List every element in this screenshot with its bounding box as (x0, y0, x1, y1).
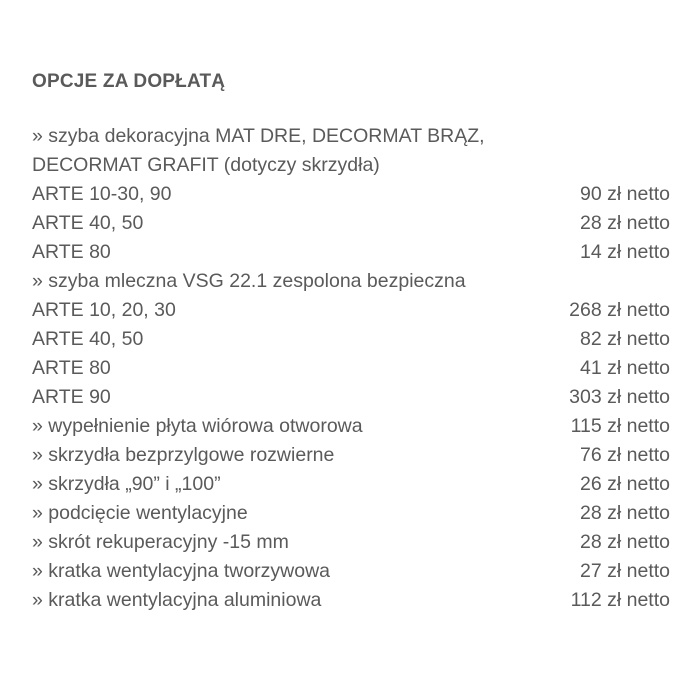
price-list (32, 122, 670, 615)
list-item (32, 383, 670, 412)
item-label: ARTE 90 (32, 386, 111, 408)
item-label: ARTE 80 (32, 241, 111, 263)
item-price: 82 zł netto (580, 328, 670, 350)
item-price: 27 zł netto (580, 560, 670, 582)
list-item (32, 586, 670, 615)
item-label: » szyba dekoracyjna MAT DRE, DECORMAT BRĄZ, DECORMAT GRAFIT (dotyczy skrzydła) (32, 125, 485, 176)
list-item (32, 470, 670, 499)
item-price: 28 zł netto (580, 502, 670, 524)
item-label: » skrzydła „90” i „100” (32, 473, 221, 495)
list-item (32, 499, 670, 528)
item-label: ARTE 80 (32, 357, 111, 379)
item-price: 90 zł netto (580, 183, 670, 205)
item-price: 28 zł netto (580, 531, 670, 553)
item-price: 76 zł netto (580, 444, 670, 466)
item-price: 41 zł netto (580, 357, 670, 379)
list-item (32, 325, 670, 354)
list-item (32, 412, 670, 441)
list-item (32, 441, 670, 470)
item-label: ARTE 40, 50 (32, 328, 144, 350)
item-label: » wypełnienie płyta wiórowa otworowa (32, 415, 363, 437)
item-label: » skrót rekuperacyjny -15 mm (32, 531, 289, 553)
item-price: 112 zł netto (570, 589, 670, 611)
list-item-decorative-glass (32, 122, 670, 180)
item-label: » kratka wentylacyjna aluminiowa (32, 589, 322, 611)
item-label: » skrzydła bezprzylgowe rozwierne (32, 444, 335, 466)
price-options-panel (32, 68, 670, 615)
item-label: » szyba mleczna VSG 22.1 zespolona bezpieczna (32, 270, 466, 292)
item-price: 26 zł netto (580, 473, 670, 495)
list-item (32, 296, 670, 325)
item-price: 303 zł netto (569, 386, 670, 408)
item-label: ARTE 40, 50 (32, 212, 144, 234)
list-item (32, 238, 670, 267)
list-item (32, 557, 670, 586)
list-item (32, 528, 670, 557)
item-price: 28 zł netto (580, 212, 670, 234)
list-item (32, 354, 670, 383)
list-item (32, 209, 670, 238)
item-label: » podcięcie wentylacyjne (32, 502, 248, 524)
item-price: 268 zł netto (569, 299, 670, 321)
list-item-milk-glass (32, 267, 670, 296)
list-item (32, 180, 670, 209)
item-label: » kratka wentylacyjna tworzywowa (32, 560, 331, 582)
item-label: ARTE 10-30, 90 (32, 183, 172, 205)
item-price: 14 zł netto (580, 241, 670, 263)
item-label: ARTE 10, 20, 30 (32, 299, 176, 321)
item-price: 115 zł netto (570, 415, 670, 437)
section-title: OPCJE ZA DOPŁATĄ (32, 71, 226, 92)
